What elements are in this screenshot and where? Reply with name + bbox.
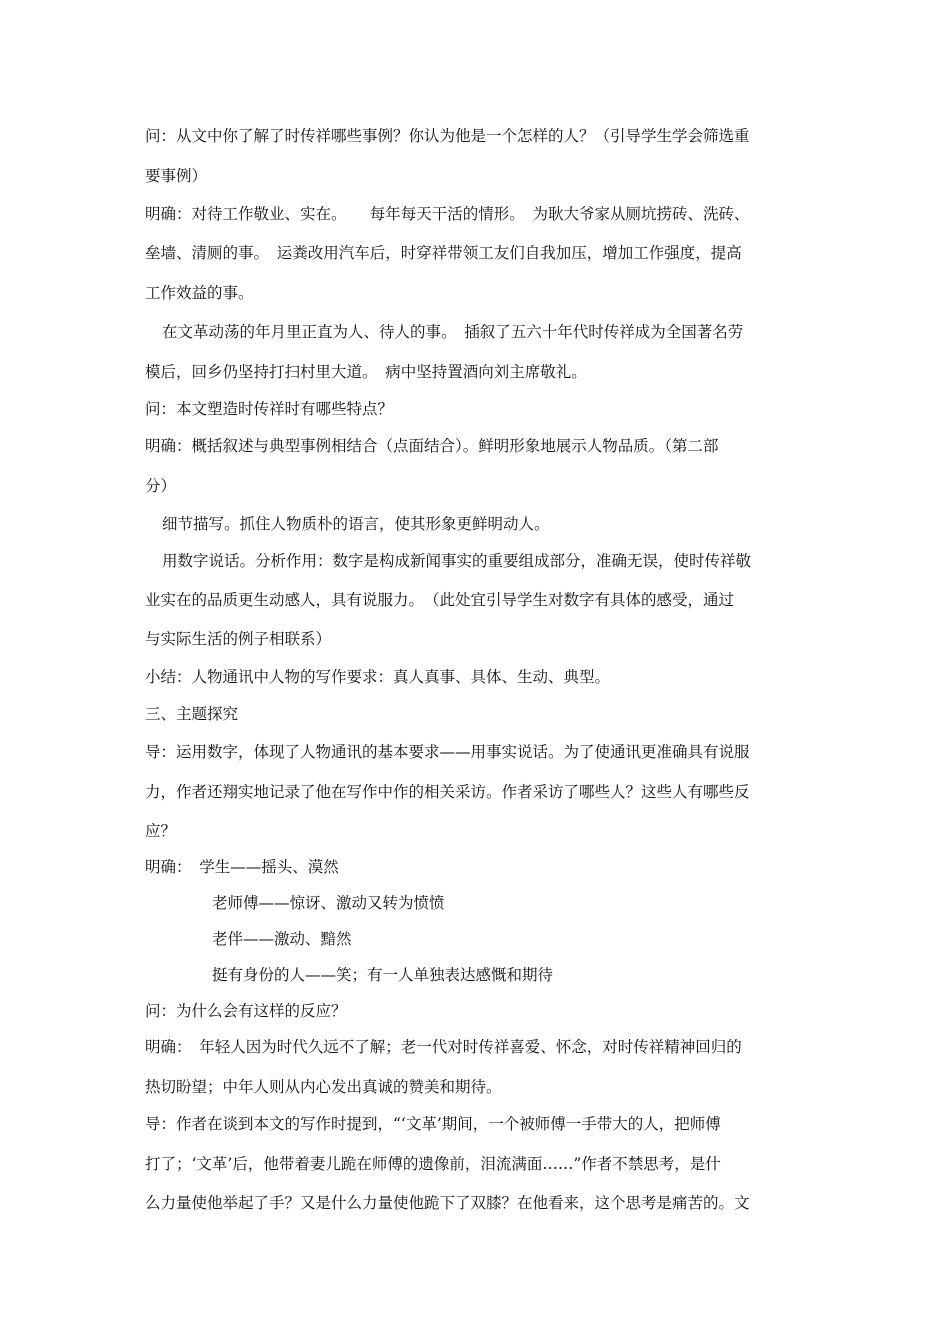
text-line: 小结：人物通讯中人物的写作要求：真人真事、具体、生动、典型。 [145,668,611,686]
text-line: 与实际生活的例子相联系） [145,630,332,648]
text-line: 导：运用数字，体现了人物通讯的基本要求——用事实说话。为了使通讯更准确具有说服 [145,743,750,761]
text-line: 要事例） [145,167,208,185]
text-line: 细节描写。抓住人物质朴的语言，使其形象更鲜明动人。 [162,515,550,533]
text-line: 业实在的品质更生动感人，具有说服力。 （此处宜引导学生对数字有具体的感受，通过 [145,591,735,609]
text-line: 明确： 年轻人因为时代久远不了解；老一代对时传祥喜爱、怀念，对时传祥精神回归的 [145,1038,742,1056]
text-line: 力，作者还翔实地记录了他在写作中作的相关采访。作者采访了哪些人？这些人有哪些反 [145,783,750,801]
text-line: 打了；‘文革’后，他带着妻儿跪在师傅的遗像前，泪流满面……”作者不禁思考，是什 [145,1155,721,1173]
text-line: 热切盼望；中年人则从内心发出真诚的赞美和期待。 [145,1078,502,1096]
text-line: 么力量使他举起了手？又是什么力量使他跪下了双膝？在他看来，这个思考是痛苦的。文 [145,1194,750,1212]
text-line: 明确： 学生——摇头、漠然 [145,858,339,876]
text-line: 应？ [145,822,177,840]
text-line: 模后，回乡仍坚持打扫村里大道。 病中坚持置酒向刘主席敬礼。 [145,363,587,381]
section-heading: 三、主题探究 [145,705,239,723]
text-line: 问：本文塑造时传祥时有哪些特点？ [145,400,394,418]
text-line: 在文革动荡的年月里正直为人、待人的事。 插叙了五六十年代时传祥成为全国著名劳 [162,323,744,341]
text-line: 分） [145,477,177,495]
text-line: 问：为什么会有这样的反应？ [145,1002,347,1020]
text-line: 工作效益的事。 [145,284,254,302]
text-line: 老师傅——惊讶、激动又转为愤愤 [212,894,445,912]
text-line: 老伴——激动、黯然 [212,930,352,948]
text-line: 垒墙、清厕的事。 运粪改用汽车后，时穿祥带领工友们自我加压，增加工作强度，提高 [145,244,742,262]
text-line: 挺有身份的人——笑；有一人单独表达感慨和期待 [212,966,554,984]
text-line: 明确：对待工作敬业、实在。 每年每天干活的情形。 为耿大爷家从厕坑捞砖、洗砖、 [145,205,750,223]
text-line: 明确：概括叙述与典型事例相结合（点面结合）。鲜明形象地展示人物品质。（第二部 [145,437,719,455]
text-line: 问：从文中你了解了时传祥哪些事例？你认为他是一个怎样的人？（引导学生学会筛选重 [145,127,750,145]
text-line: 用数字说话。分析作用：数字是构成新闻事实的重要组成部分，准确无误，使时传祥敬 [162,552,752,570]
text-line: 导：作者在谈到本文的写作时提到，“‘文革’期间，一个被师傅一手带大的人，把师傅 [145,1115,721,1133]
